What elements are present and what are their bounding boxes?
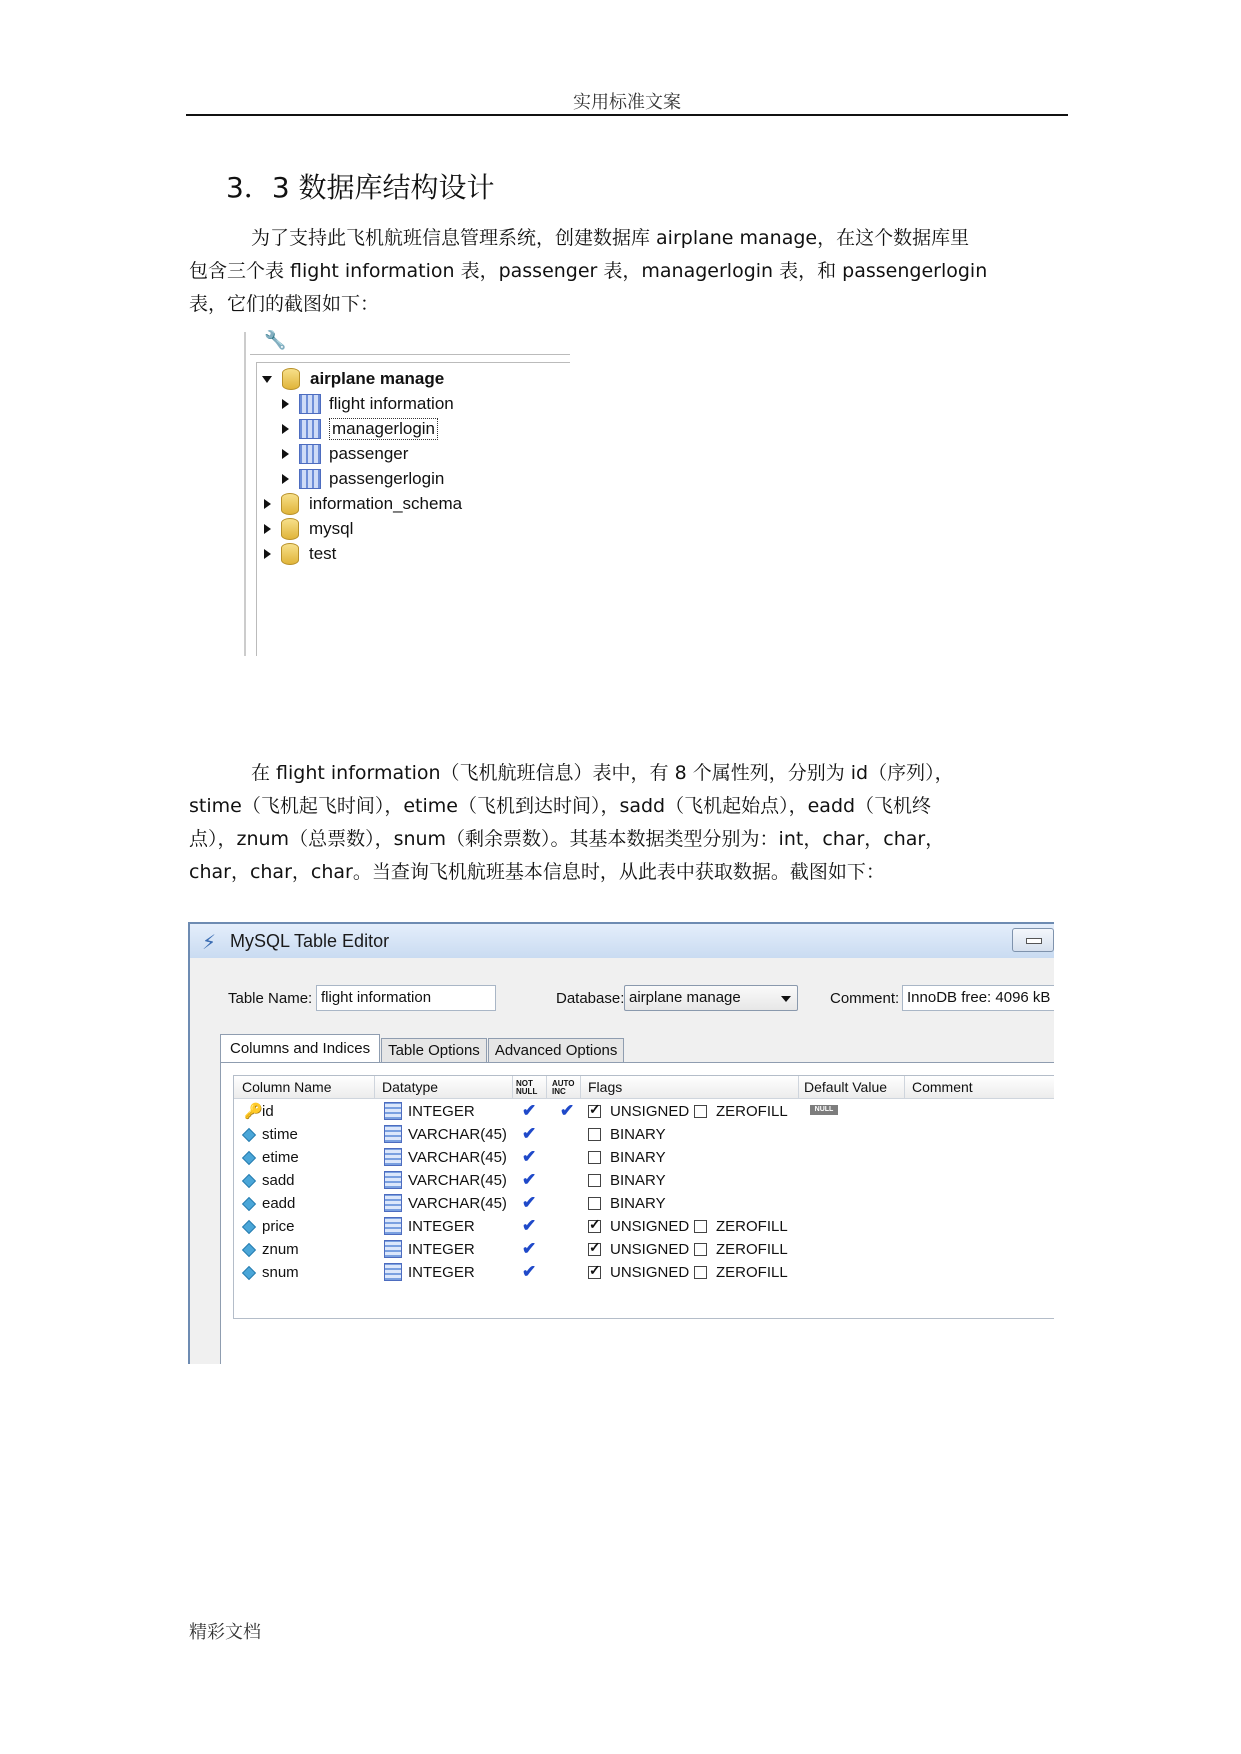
column-name[interactable]: znum <box>262 1241 299 1258</box>
column-datatype[interactable]: VARCHAR(45) <box>408 1149 507 1166</box>
flag-checkbox[interactable] <box>588 1151 601 1164</box>
header-divider <box>512 1076 513 1098</box>
tree-item[interactable] <box>280 391 454 417</box>
paragraph-line: 点），znum（总票数），snum（剩余票数）。其基本数据类型分别为：int，char，char， <box>189 828 945 850</box>
flag-checkbox[interactable] <box>588 1174 601 1187</box>
tree-item-label: managerlogin <box>329 418 438 440</box>
collapse-arrow-icon[interactable] <box>264 499 271 509</box>
column-icon <box>242 1197 256 1211</box>
column-datatype[interactable]: VARCHAR(45) <box>408 1195 507 1212</box>
table-row[interactable] <box>234 1260 1054 1285</box>
database-icon <box>281 543 299 565</box>
database-icon <box>281 518 299 540</box>
table-row[interactable] <box>234 1191 1054 1216</box>
minimize-icon <box>1026 938 1042 944</box>
column-name[interactable]: sadd <box>262 1172 295 1189</box>
table-row[interactable] <box>234 1145 1054 1170</box>
col-header-default[interactable]: Default Value <box>804 1079 888 1095</box>
tree-item-label: passengerlogin <box>329 469 445 488</box>
primary-key-icon: 🔑 <box>244 1103 263 1120</box>
datatype-icon <box>384 1102 402 1120</box>
tree-item[interactable] <box>280 441 408 467</box>
datatype-icon <box>384 1263 402 1281</box>
not-null-check-icon[interactable]: ✔ <box>522 1262 537 1281</box>
column-name[interactable]: price <box>262 1218 295 1235</box>
paragraph-line: 表，它们的截图如下： <box>189 293 380 315</box>
column-datatype[interactable]: VARCHAR(45) <box>408 1172 507 1189</box>
page-footer: 精彩文档 <box>189 1622 261 1643</box>
paragraph-line: 在 flight information（飞机航班信息）表中，有 8 个属性列，分别为 id（序列）， <box>251 762 954 784</box>
col-header-comment[interactable]: Comment <box>912 1079 973 1095</box>
column-icon <box>242 1174 256 1188</box>
table-icon <box>299 469 321 489</box>
collapse-arrow-icon[interactable] <box>264 524 271 534</box>
comment-label: Comment: <box>830 990 900 1007</box>
flag-checkbox[interactable] <box>694 1266 707 1279</box>
wrench-icon[interactable]: 🔧 <box>264 330 287 351</box>
column-datatype[interactable]: INTEGER <box>408 1241 475 1258</box>
header-divider <box>546 1076 547 1098</box>
not-null-check-icon[interactable]: ✔ <box>522 1147 537 1166</box>
database-icon <box>281 493 299 515</box>
grid-header <box>234 1076 1054 1099</box>
table-row[interactable] <box>234 1122 1054 1147</box>
column-datatype[interactable]: INTEGER <box>408 1103 475 1120</box>
tree-item[interactable] <box>262 541 336 567</box>
editor-tabs <box>220 1036 625 1062</box>
datatype-icon <box>384 1240 402 1258</box>
not-null-check-icon[interactable]: ✔ <box>522 1101 537 1120</box>
flight-table-paragraph <box>189 757 1069 889</box>
not-null-check-icon[interactable]: ✔ <box>522 1193 537 1212</box>
tree-item[interactable] <box>262 516 353 542</box>
tree-item[interactable] <box>280 416 438 442</box>
flag-label: BINARY <box>610 1149 666 1166</box>
tree-toolbar <box>250 332 570 355</box>
table-row[interactable] <box>234 1099 1054 1124</box>
column-name[interactable]: eadd <box>262 1195 296 1212</box>
header-divider <box>580 1076 581 1098</box>
mysql-logo-icon: ⚡ <box>202 930 217 954</box>
tree-item[interactable] <box>280 466 444 492</box>
collapse-arrow-icon[interactable] <box>282 424 289 434</box>
auto-inc-check-icon[interactable]: ✔ <box>560 1101 575 1120</box>
not-null-check-icon[interactable]: ✔ <box>522 1216 537 1235</box>
column-icon <box>242 1151 256 1165</box>
table-name-input[interactable]: flight information <box>316 985 496 1011</box>
flag-checkbox[interactable] <box>588 1105 601 1118</box>
tree-item[interactable] <box>262 366 444 392</box>
flag-label: UNSIGNED <box>610 1241 690 1258</box>
column-icon <box>242 1266 256 1280</box>
flag-checkbox[interactable] <box>588 1266 601 1279</box>
tree-item-label: passenger <box>329 444 409 463</box>
table-icon <box>299 444 321 464</box>
flag-label: BINARY <box>610 1126 666 1143</box>
col-header-auto-inc[interactable]: AUTO INC <box>552 1079 575 1096</box>
chevron-down-icon <box>781 996 791 1002</box>
column-icon <box>242 1243 256 1257</box>
flag-checkbox[interactable] <box>588 1128 601 1141</box>
tree-item-label: test <box>309 544 337 563</box>
tree-border <box>244 332 246 656</box>
column-name[interactable]: etime <box>262 1149 299 1166</box>
table-name-label: Table Name: <box>228 990 313 1007</box>
header-divider <box>798 1076 799 1098</box>
flag-checkbox[interactable] <box>588 1197 601 1210</box>
column-datatype[interactable]: INTEGER <box>408 1218 475 1235</box>
section-title: 3．3 数据库结构设计 <box>226 171 495 204</box>
flag-label: BINARY <box>610 1195 666 1212</box>
col-header-name[interactable]: Column Name <box>242 1079 332 1095</box>
column-name[interactable]: stime <box>262 1126 298 1143</box>
header-rule <box>186 114 1068 116</box>
flag-label: UNSIGNED <box>610 1103 690 1120</box>
collapse-arrow-icon[interactable] <box>264 549 271 559</box>
tree-item[interactable] <box>262 491 462 517</box>
tab-table-options[interactable]: Table Options <box>381 1038 487 1063</box>
tree-item-label: mysql <box>309 519 354 538</box>
column-name[interactable]: snum <box>262 1264 299 1281</box>
flag-label: ZEROFILL <box>716 1241 788 1258</box>
comment-input[interactable]: InnoDB free: 4096 kB <box>902 985 1054 1011</box>
page-header: 实用标准文案 <box>573 92 681 113</box>
tree-divider <box>256 362 570 363</box>
database-tree-screenshot <box>244 332 570 656</box>
flag-checkbox[interactable] <box>694 1220 707 1233</box>
col-header-not-null[interactable]: NOT NULL <box>516 1079 538 1096</box>
tree-item-label: airplane manage <box>310 369 445 388</box>
database-select[interactable] <box>624 985 798 1011</box>
tree-item-label: information_schema <box>309 494 463 513</box>
datatype-icon <box>384 1125 402 1143</box>
collapse-arrow-icon[interactable] <box>282 399 289 409</box>
mysql-table-editor <box>188 922 1054 1364</box>
paragraph-line: char，char，char。当查询飞机航班基本信息时，从此表中获取数据。截图如下： <box>189 861 885 883</box>
collapse-arrow-icon[interactable] <box>282 474 289 484</box>
paragraph-line: 包含三个表 flight information 表，passenger 表，managerlogin 表，和 passengerlogin <box>189 260 988 282</box>
header-divider <box>374 1076 375 1098</box>
minimize-button[interactable] <box>1012 928 1054 952</box>
datatype-icon <box>384 1194 402 1212</box>
intro-paragraph <box>189 222 1069 321</box>
flag-label: ZEROFILL <box>716 1103 788 1120</box>
tab-columns-and-indices[interactable]: Columns and Indices <box>220 1034 380 1063</box>
header-divider <box>904 1076 905 1098</box>
tab-advanced-options[interactable]: Advanced Options <box>488 1038 625 1063</box>
tree-item-label: flight information <box>329 394 454 413</box>
tree-border <box>256 362 257 656</box>
col-header-datatype[interactable]: Datatype <box>382 1079 439 1095</box>
flag-label: ZEROFILL <box>716 1264 788 1281</box>
not-null-check-icon[interactable]: ✔ <box>522 1124 537 1143</box>
database-label: Database: <box>556 990 625 1007</box>
expand-arrow-icon[interactable] <box>262 376 272 383</box>
database-icon <box>282 368 300 390</box>
flag-label: ZEROFILL <box>716 1218 788 1235</box>
editor-title: MySQL Table Editor <box>230 931 390 951</box>
datatype-icon <box>384 1148 402 1166</box>
table-row[interactable] <box>234 1168 1054 1193</box>
collapse-arrow-icon[interactable] <box>282 449 289 459</box>
columns-panel <box>220 1062 1054 1364</box>
column-name[interactable]: id <box>262 1103 274 1120</box>
column-datatype[interactable]: INTEGER <box>408 1264 475 1281</box>
flag-label: UNSIGNED <box>610 1218 690 1235</box>
paragraph-line: stime（飞机起飞时间），etime（飞机到达时间），sadd（飞机起始点），eadd（飞机终 <box>189 795 932 817</box>
flag-label: BINARY <box>610 1172 666 1189</box>
datatype-icon <box>384 1217 402 1235</box>
table-row[interactable] <box>234 1237 1054 1262</box>
col-header-flags[interactable]: Flags <box>588 1079 623 1095</box>
editor-title-bar <box>190 924 1054 958</box>
columns-grid <box>233 1075 1054 1319</box>
flag-checkbox[interactable] <box>694 1243 707 1256</box>
table-row[interactable] <box>234 1214 1054 1239</box>
not-null-check-icon[interactable]: ✔ <box>522 1170 537 1189</box>
not-null-check-icon[interactable]: ✔ <box>522 1239 537 1258</box>
column-icon <box>242 1220 256 1234</box>
database-select-value: airplane manage <box>629 989 741 1006</box>
flag-checkbox[interactable] <box>588 1243 601 1256</box>
column-datatype[interactable]: VARCHAR(45) <box>408 1126 507 1143</box>
flag-checkbox[interactable] <box>588 1220 601 1233</box>
column-icon <box>242 1128 256 1142</box>
table-icon <box>299 419 321 439</box>
null-default-badge: NULL <box>810 1105 838 1115</box>
flag-checkbox[interactable] <box>694 1105 707 1118</box>
paragraph-line: 为了支持此飞机航班信息管理系统，创建数据库 airplane manage，在这个数据库里 <box>251 227 970 249</box>
datatype-icon <box>384 1171 402 1189</box>
flag-label: UNSIGNED <box>610 1264 690 1281</box>
table-icon <box>299 394 321 414</box>
